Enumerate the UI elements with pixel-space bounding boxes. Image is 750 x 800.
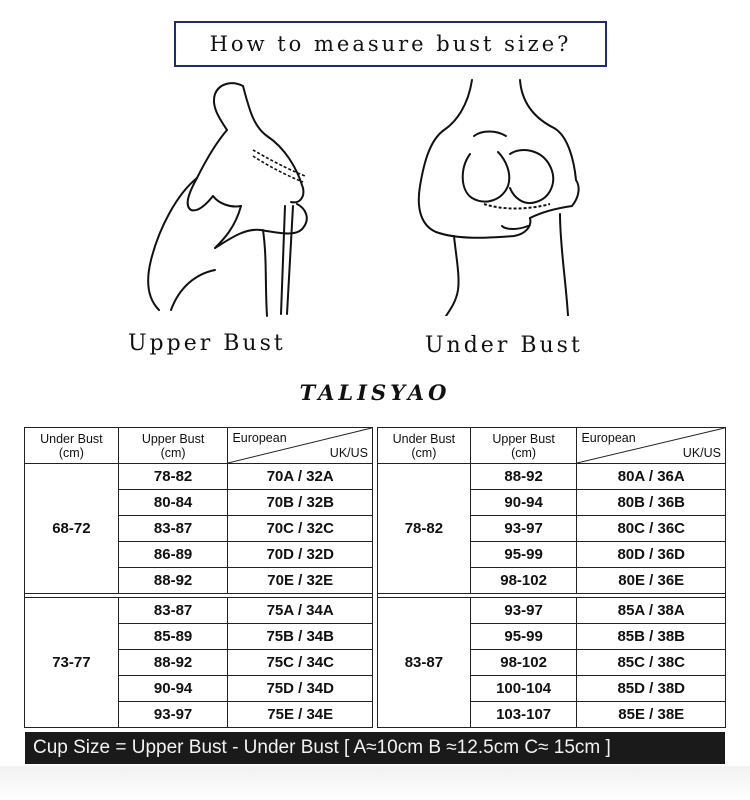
table-row: [378, 464, 726, 490]
size-table-right: [377, 427, 726, 728]
upper-bust-cell: 98-102: [470, 650, 577, 676]
size-cell: 85A / 38A: [577, 598, 726, 624]
size-cell: 70A / 32A: [228, 464, 373, 490]
under-bust-unit: (cm): [58, 445, 84, 460]
upper-bust-cell: 88-92: [118, 568, 228, 594]
upper-bust-illustration: [135, 78, 335, 318]
cup-size-formula: Cup Size = Upper Bust - Under Bust [ A≈10cm B ≈12.5cm C≈ 15cm ]: [25, 732, 725, 764]
size-cell: 80B / 36B: [577, 490, 726, 516]
size-cell: 85D / 38D: [577, 676, 726, 702]
size-cell: 85C / 38C: [577, 650, 726, 676]
upper-bust-label: Upper Bust: [141, 431, 205, 446]
size-cell: 75C / 34C: [228, 650, 373, 676]
under-bust-cell: 83-87: [378, 598, 471, 728]
header-row: [25, 428, 373, 464]
table-row: [25, 598, 373, 624]
upper-bust-cell: 83-87: [118, 516, 228, 542]
ukus-label: UK/US: [329, 446, 368, 460]
upper-bust-cell: 93-97: [470, 598, 577, 624]
size-cell: 85E / 38E: [577, 702, 726, 728]
header-size: [228, 428, 373, 464]
upper-bust-cell: 85-89: [118, 624, 228, 650]
upper-bust-label: Upper Bust: [492, 431, 555, 446]
upper-bust-unit: (cm): [511, 445, 537, 460]
upper-bust-cell: 93-97: [118, 702, 228, 728]
table-row: [378, 598, 726, 624]
size-cell: 80D / 36D: [577, 542, 726, 568]
header-upper-bust: [118, 428, 228, 464]
upper-bust-cell: 95-99: [470, 624, 577, 650]
size-cell: 70C / 32C: [228, 516, 373, 542]
header-row: [378, 428, 726, 464]
under-bust-caption: Under Bust: [425, 333, 583, 358]
size-cell: 75D / 34D: [228, 676, 373, 702]
size-cell: 75A / 34A: [228, 598, 373, 624]
under-bust-illustration: [410, 76, 610, 316]
brand-logo: TALISYAO: [299, 380, 451, 405]
european-label: European: [232, 431, 287, 445]
under-bust-cell: 68-72: [25, 464, 119, 594]
size-cell: 75E / 34E: [228, 702, 373, 728]
size-cell: 80A / 36A: [577, 464, 726, 490]
upper-bust-cell: 88-92: [470, 464, 577, 490]
page-title: How to measure bust size?: [174, 21, 607, 67]
upper-bust-cell: 90-94: [470, 490, 577, 516]
size-table-left: [24, 427, 373, 728]
upper-bust-cell: 86-89: [118, 542, 228, 568]
size-cell: 75B / 34B: [228, 624, 373, 650]
upper-bust-cell: 83-87: [118, 598, 228, 624]
under-bust-label: Under Bust: [392, 431, 456, 446]
upper-bust-cell: 78-82: [118, 464, 228, 490]
under-bust-label: Under Bust: [40, 431, 103, 446]
european-label: European: [581, 431, 636, 445]
under-bust-cell: 78-82: [378, 464, 471, 594]
upper-bust-cell: 88-92: [118, 650, 228, 676]
upper-bust-cell: 90-94: [118, 676, 228, 702]
upper-bust-cell: 80-84: [118, 490, 228, 516]
upper-bust-cell: 103-107: [470, 702, 577, 728]
upper-bust-cell: 98-102: [470, 568, 577, 594]
header-upper-bust: [470, 428, 577, 464]
header-under-bust: [378, 428, 471, 464]
header-under-bust: [25, 428, 119, 464]
size-cell: 70E / 32E: [228, 568, 373, 594]
upper-bust-cell: 95-99: [470, 542, 577, 568]
size-cell: 80C / 36C: [577, 516, 726, 542]
size-cell: 80E / 36E: [577, 568, 726, 594]
table-row: [25, 464, 373, 490]
header-size: [577, 428, 726, 464]
upper-bust-caption: Upper Bust: [128, 331, 286, 356]
under-bust-cell: 73-77: [25, 598, 119, 728]
under-bust-unit: (cm): [411, 445, 437, 460]
bottom-fade: [0, 766, 750, 800]
size-cell: 70B / 32B: [228, 490, 373, 516]
size-cell: 70D / 32D: [228, 542, 373, 568]
ukus-label: UK/US: [682, 446, 721, 460]
upper-bust-cell: 100-104: [470, 676, 577, 702]
upper-bust-unit: (cm): [160, 445, 186, 460]
upper-bust-cell: 93-97: [470, 516, 577, 542]
size-cell: 85B / 38B: [577, 624, 726, 650]
